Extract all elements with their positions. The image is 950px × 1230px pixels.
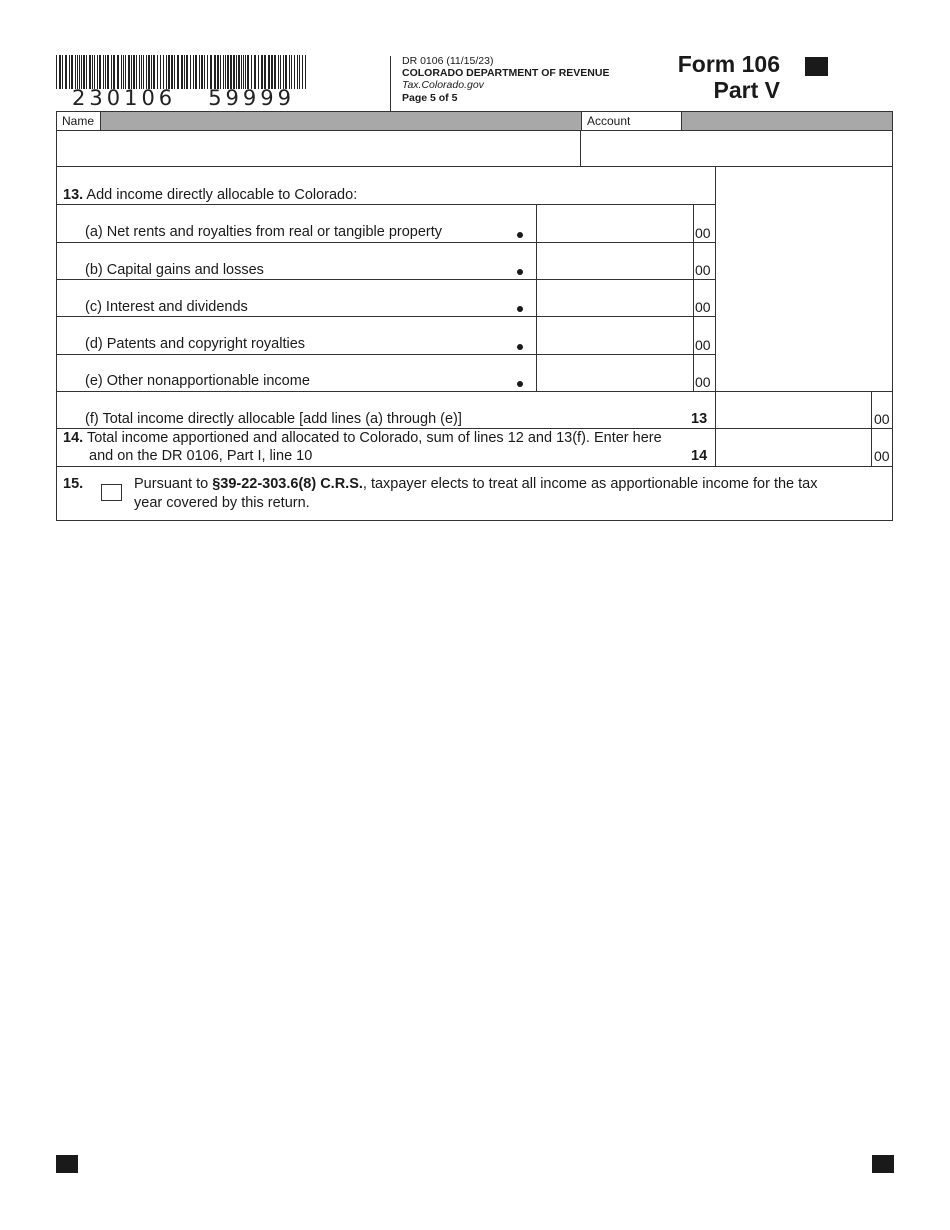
registration-mark: [805, 57, 828, 76]
registration-mark: [872, 1155, 894, 1173]
line-13d-cents: 00: [695, 337, 711, 353]
line-13e-label: (e) Other nonapportionable income: [85, 373, 310, 389]
account-number-input[interactable]: [582, 131, 892, 166]
bullet-icon: [517, 381, 523, 387]
line-14-input[interactable]: [717, 430, 870, 465]
line-13a-label: (a) Net rents and royalties from real or tangible property: [85, 224, 443, 240]
bullet-icon: [517, 232, 523, 238]
page-number: Page 5 of 5: [402, 92, 458, 104]
line-14-number: 14.: [63, 430, 84, 446]
line-13d-input[interactable]: [538, 318, 692, 353]
form-part: Part V: [713, 77, 780, 103]
website: Tax.Colorado.gov: [402, 79, 484, 91]
line-14-text: 14. Total income apportioned and allocated to Colorado, sum of lines 12 and 13(f). Enter here: [63, 430, 662, 446]
statute-reference: §39-22-303.6(8) C.R.S.: [212, 476, 363, 492]
line-13d-label: (d) Patents and copyright royalties: [85, 336, 306, 352]
line-14-number-right: 14: [691, 448, 708, 464]
line-15-text: Pursuant to §39-22-303.6(8) C.R.S., taxpayer elects to treat all income as apportionable income for the tax: [134, 476, 818, 492]
line-13c-label: (c) Interest and dividends: [85, 299, 248, 315]
form-code: DR 0106 (11/15/23): [402, 55, 494, 67]
line-14-cents: 00: [874, 448, 890, 464]
bullet-icon: [517, 306, 523, 312]
line-15-number: 15.: [63, 476, 84, 492]
line-13b-label: (b) Capital gains and losses: [85, 262, 264, 278]
line-13f-input[interactable]: [717, 393, 870, 427]
line-13a-input[interactable]: [538, 206, 692, 241]
header-divider: [390, 56, 391, 111]
line-13b-input[interactable]: [538, 244, 692, 278]
line-13-text: Add income directly allocable to Colorado:: [86, 187, 358, 203]
barcode: [56, 55, 310, 89]
bullet-icon: [517, 269, 523, 275]
field-header-bar: [57, 112, 892, 130]
line-13-heading: [63, 187, 357, 203]
department-name: COLORADO DEPARTMENT OF REVENUE: [402, 67, 610, 79]
name-label: Name: [57, 112, 101, 130]
line-13a-cents: 00: [695, 225, 711, 241]
line-13-number-right: 13: [691, 411, 708, 427]
line-13c-input[interactable]: [538, 281, 692, 315]
line-13e-cents: 00: [695, 374, 711, 390]
line-13f-label: (f) Total income directly allocable [add lines (a) through (e)]: [85, 411, 462, 427]
line-14-text-line2: and on the DR 0106, Part I, line 10: [89, 448, 313, 464]
name-input[interactable]: [58, 131, 580, 166]
bullet-icon: [517, 344, 523, 350]
barcode-digits: 230106 59999: [72, 86, 295, 110]
line-13c-cents: 00: [695, 299, 711, 315]
line-13e-input[interactable]: [538, 356, 692, 390]
line-15-text-line2: year covered by this return.: [134, 495, 310, 511]
form-title: Form 106: [677, 51, 780, 77]
line-13f-cents: 00: [874, 411, 890, 427]
line-13-number: 13.: [63, 187, 84, 203]
apportionable-election-checkbox[interactable]: [101, 484, 122, 501]
registration-mark: [56, 1155, 78, 1173]
line-13b-cents: 00: [695, 262, 711, 278]
account-number-label: Account: [581, 112, 682, 130]
